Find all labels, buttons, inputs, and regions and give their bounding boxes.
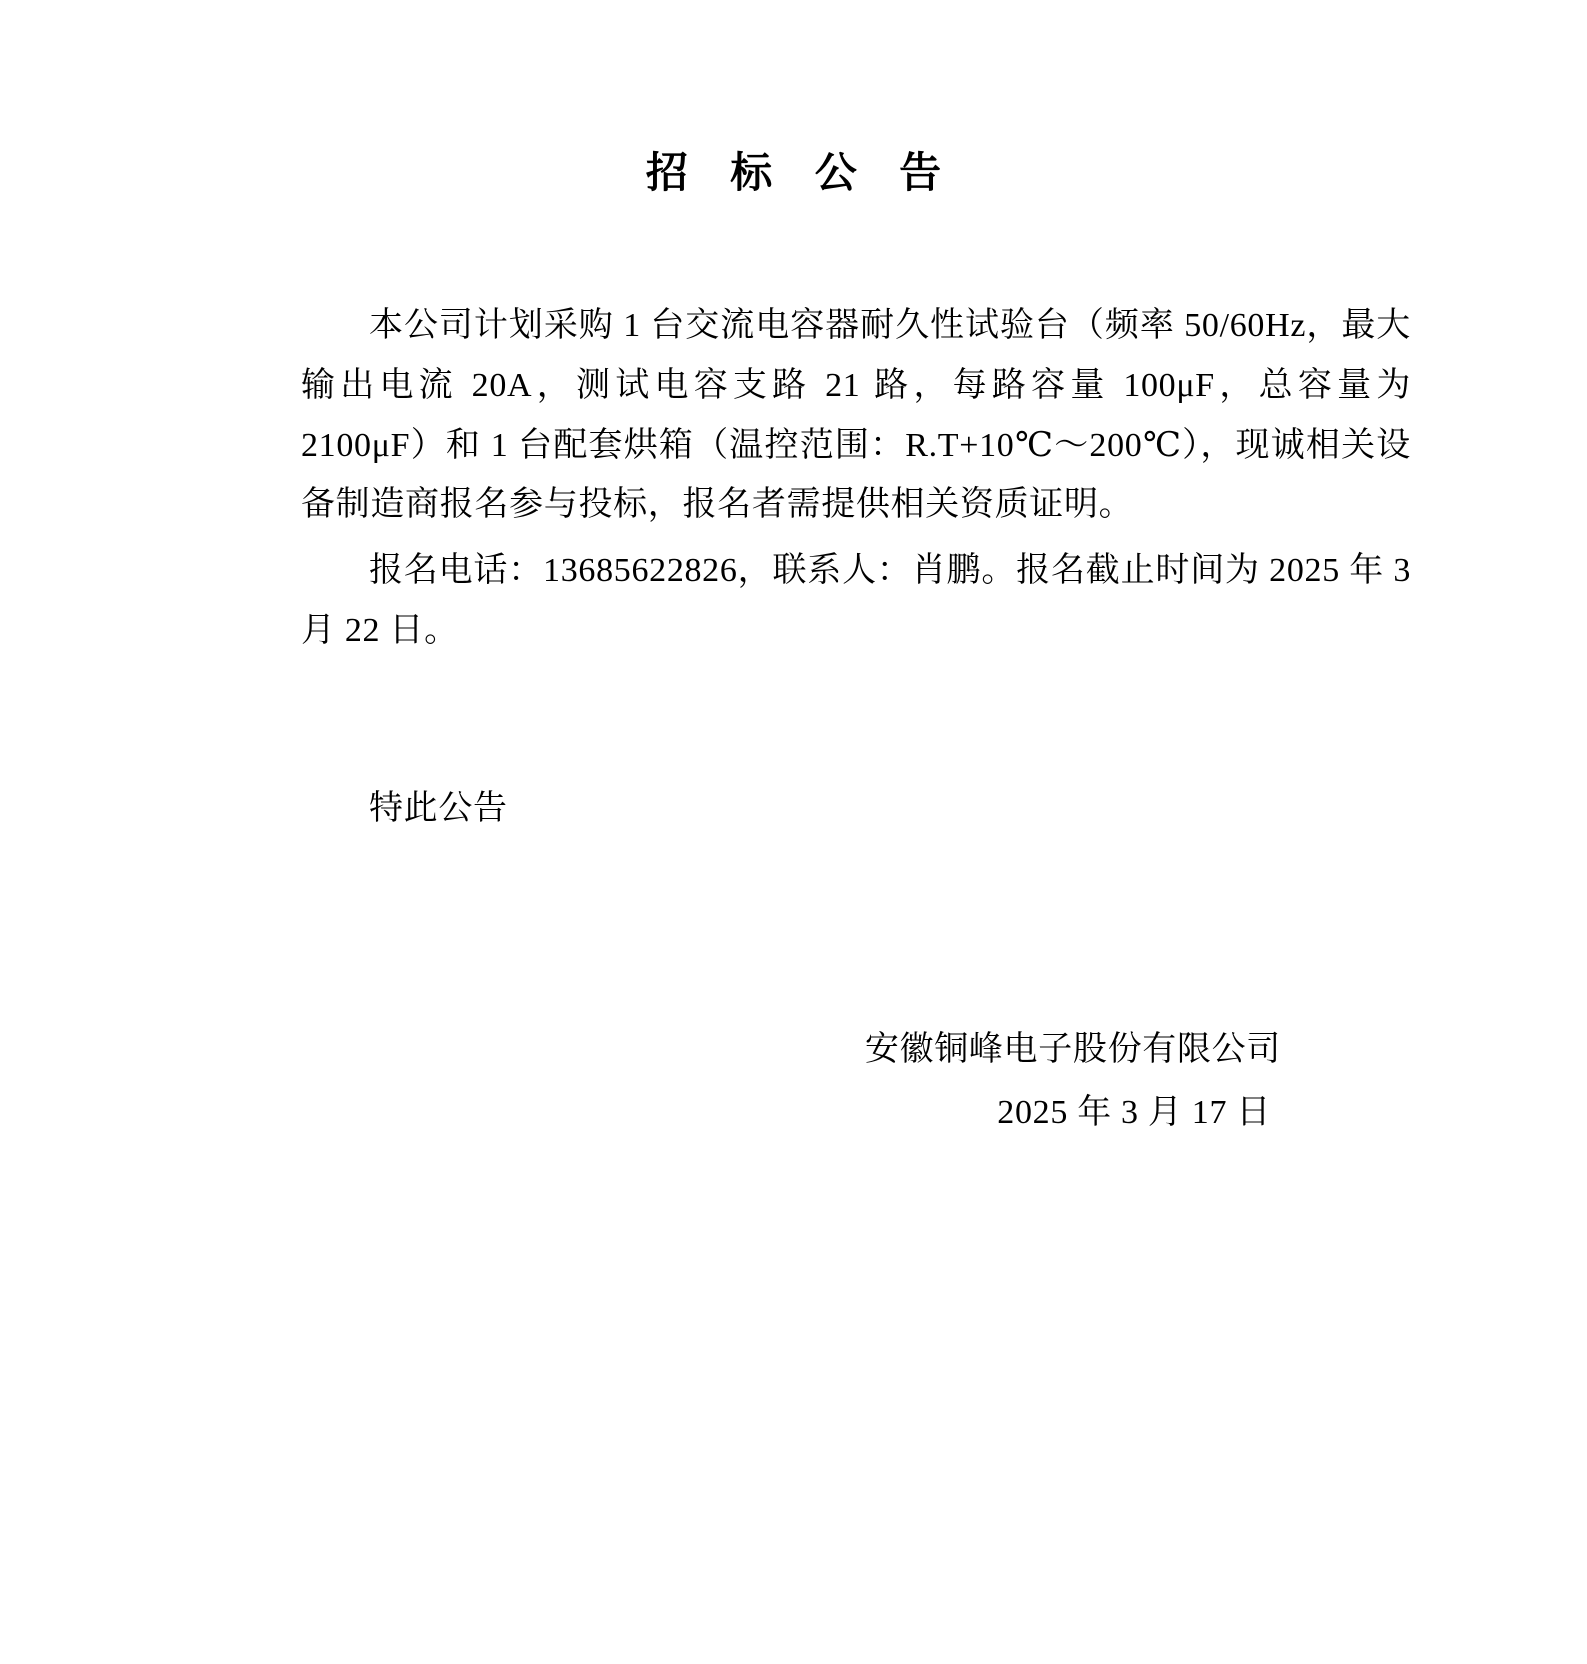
page-title: 招 标 公 告 [645,151,958,197]
paragraph-closing-notice: 特此公告 [369,789,508,827]
paragraph-procurement-details: 本公司计划采购 1 台交流电容器耐久性试验台（频率 50/60Hz，最大输出电流 20A，测试电容支路 21 路，每路容量 100μF，总容量为 2100μF）和 1 台配套烘箱（温控范围：R.T+10℃～200℃），现诚相关设备制造商报名参与投标，报名者需提供相关资质证明。 [301,307,1411,524]
signature-block [301,1019,1411,1145]
signature-company: 安徽铜峰电子股份有限公司 [864,1030,1281,1068]
document-body [176,296,1411,1145]
paragraph-contact-info: 报名电话：13685622826，联系人：肖鹏。报名截止时间为 2025 年 3 月 22 日。 [301,552,1411,650]
signature-date: 2025 年 3 月 17 日 [997,1093,1271,1131]
document-page [0,140,1587,1664]
